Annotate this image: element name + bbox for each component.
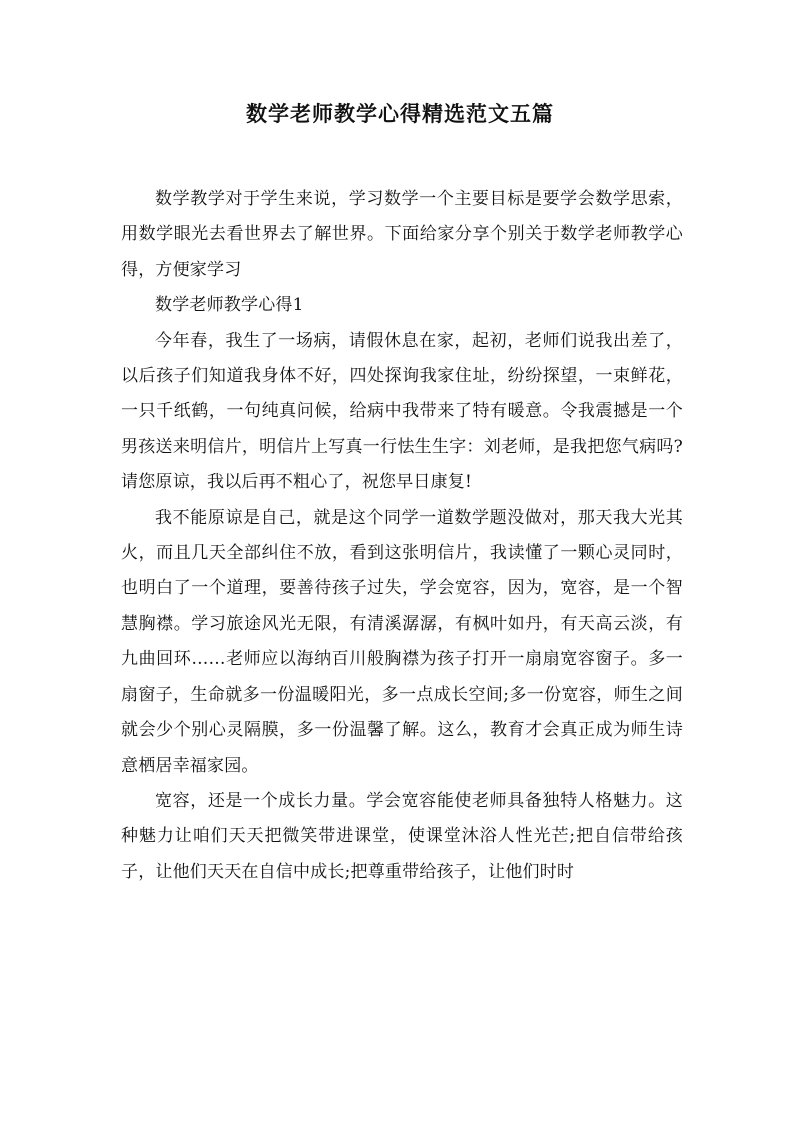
body-paragraph-2: 我不能原谅是自己，就是这个同学一道数学题没做对，那天我大光其火，而且几天全部纠住不放，看到这张明信片，我读懂了一颗心灵同时，也明白了一个道理，要善待孩子过失，学会宽容，因为，宽容，是一个智慧胸襟。学习旅途风光无限，有清溪潺潺，有枫叶如丹，有天高云淡，有九曲回环……老师应以海纳百川般胸襟为孩子打开一扇扇宽容窗子。多一扇窗子，生命就多一份温暖阳光，多一点成长空间;多一份宽容，师生之间就会少个别心灵隔膜，多一份温馨了解。这么，教育才会真正成为师生诗意栖居幸福家园。 — [121, 507, 683, 776]
body-paragraph-1: 今年春，我生了一场病，请假休息在家，起初，老师们说我出差了，以后孩子们知道我身体不好，四处探询我家住址，纷纷探望，一束鲜花，一只千纸鹤，一句纯真问候，给病中我带来了特有暖意。令我震撼是一个男孩送来明信片，明信片上写真一行怯生生字：刘老师，是我把您气病吗?请您原谅，我以后再不粗心了，祝您早日康复! — [121, 330, 683, 493]
document-body — [121, 182, 683, 890]
intro-paragraph: 数学教学对于学生来说，学习数学一个主要目标是要学会数学思索，用数学眼光去看世界去了解世界。下面给家分享个别关于数学老师教学心得，方便家学习 — [121, 189, 683, 280]
section-heading: 数学老师教学心得1 — [155, 295, 304, 316]
body-paragraph-3: 宽容，还是一个成长力量。学会宽容能使老师具备独特人格魅力。这种魅力让咱们天天把微笑带进课堂，使课堂沐浴人性光芒;把自信带给孩子，让他们天天在自信中成长;把尊重带给孩子，让他们时时 — [121, 790, 683, 882]
document-title: 数学老师教学心得精选范文五篇 — [246, 101, 554, 126]
